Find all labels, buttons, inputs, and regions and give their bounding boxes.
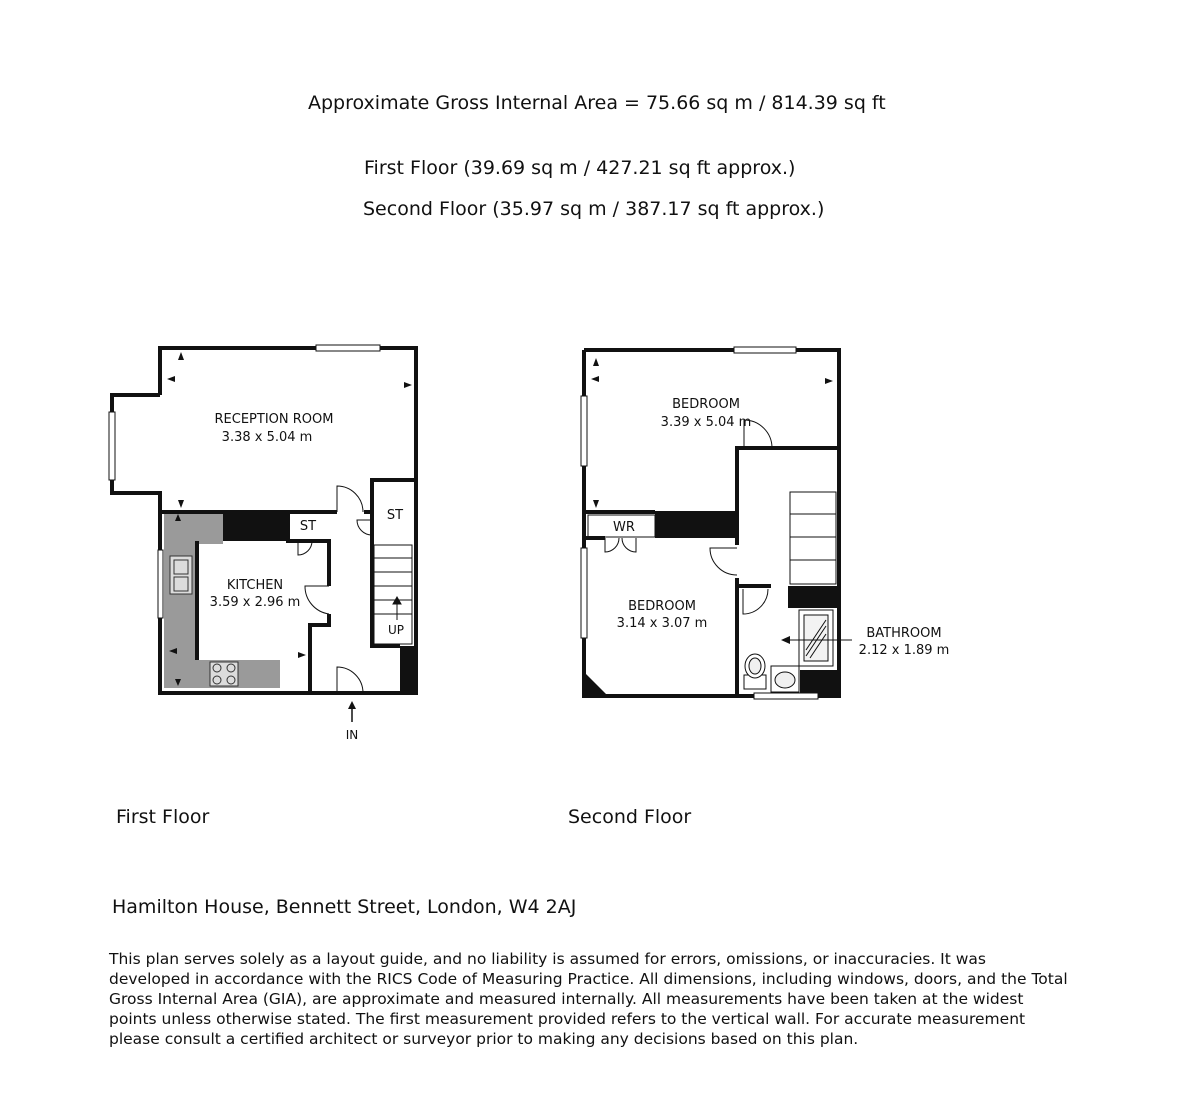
first-floor-plan	[109, 345, 416, 742]
bedroom-1-name: BEDROOM	[672, 397, 740, 412]
second-floor-plan	[581, 347, 949, 699]
second-floor-label: Second Floor	[568, 806, 692, 828]
property-address: Hamilton House, Bennett Street, London, W4 2AJ	[112, 896, 577, 918]
wall-block	[400, 646, 416, 691]
store-label: ST	[299, 519, 317, 534]
second-floor-area-text: Second Floor (35.97 sq m / 387.17 sq ft approx.)	[363, 198, 825, 220]
first-floor-label: First Floor	[116, 806, 210, 828]
sink-icon	[170, 556, 192, 594]
bedroom-1-dims: 3.39 x 5.04 m	[660, 415, 752, 430]
gross-area-text: Approximate Gross Internal Area = 75.66 sq m / 814.39 sq ft	[308, 92, 886, 114]
entrance-label: IN	[345, 728, 359, 742]
basin-icon	[771, 666, 799, 692]
bathroom-name: BATHROOM	[866, 626, 942, 641]
wall-block	[788, 586, 838, 608]
first-floor-area-text: First Floor (39.69 sq m / 427.21 sq ft approx.)	[364, 157, 796, 179]
shower-icon	[799, 610, 833, 666]
reception-room-dims: 3.38 x 5.04 m	[221, 430, 313, 445]
staircase	[790, 492, 836, 584]
disclaimer-text: This plan serves solely as a layout guide, and no liability is assumed for errors, omissions, or inaccuracies. It was developed in accordance with the RICS Code of Measuring Practice. All dimensions, including windows, doors, and the Total Gross Internal Area (GIA), are approximate and measured internally. All measurements have been taken at the widest points unless otherwise stated. The first measurement provided refers to the vertical wall. For accurate measurement please consult a certified architect or surveyor prior to making any decisions based on this plan.	[109, 950, 1068, 1048]
bathroom-dims: 2.12 x 1.89 m	[858, 643, 950, 658]
hob-icon	[210, 662, 238, 686]
entrance-arrow-icon	[348, 701, 356, 722]
stairs-up-label: UP	[387, 623, 405, 637]
kitchen-dims: 3.59 x 2.96 m	[209, 595, 301, 610]
bedroom-2-name: BEDROOM	[628, 599, 696, 614]
wall-block	[800, 670, 838, 696]
wall-block	[655, 511, 738, 538]
kitchen-name: KITCHEN	[226, 578, 284, 593]
wall-corner	[586, 674, 606, 694]
wall-block	[223, 511, 288, 541]
reception-room-name: RECEPTION ROOM	[214, 412, 334, 427]
store-label: ST	[386, 508, 404, 523]
wardrobe-label: WR	[613, 520, 635, 535]
measure-marker-icon	[591, 358, 833, 508]
bedroom-2-dims: 3.14 x 3.07 m	[616, 616, 708, 631]
toilet-icon	[744, 654, 766, 689]
